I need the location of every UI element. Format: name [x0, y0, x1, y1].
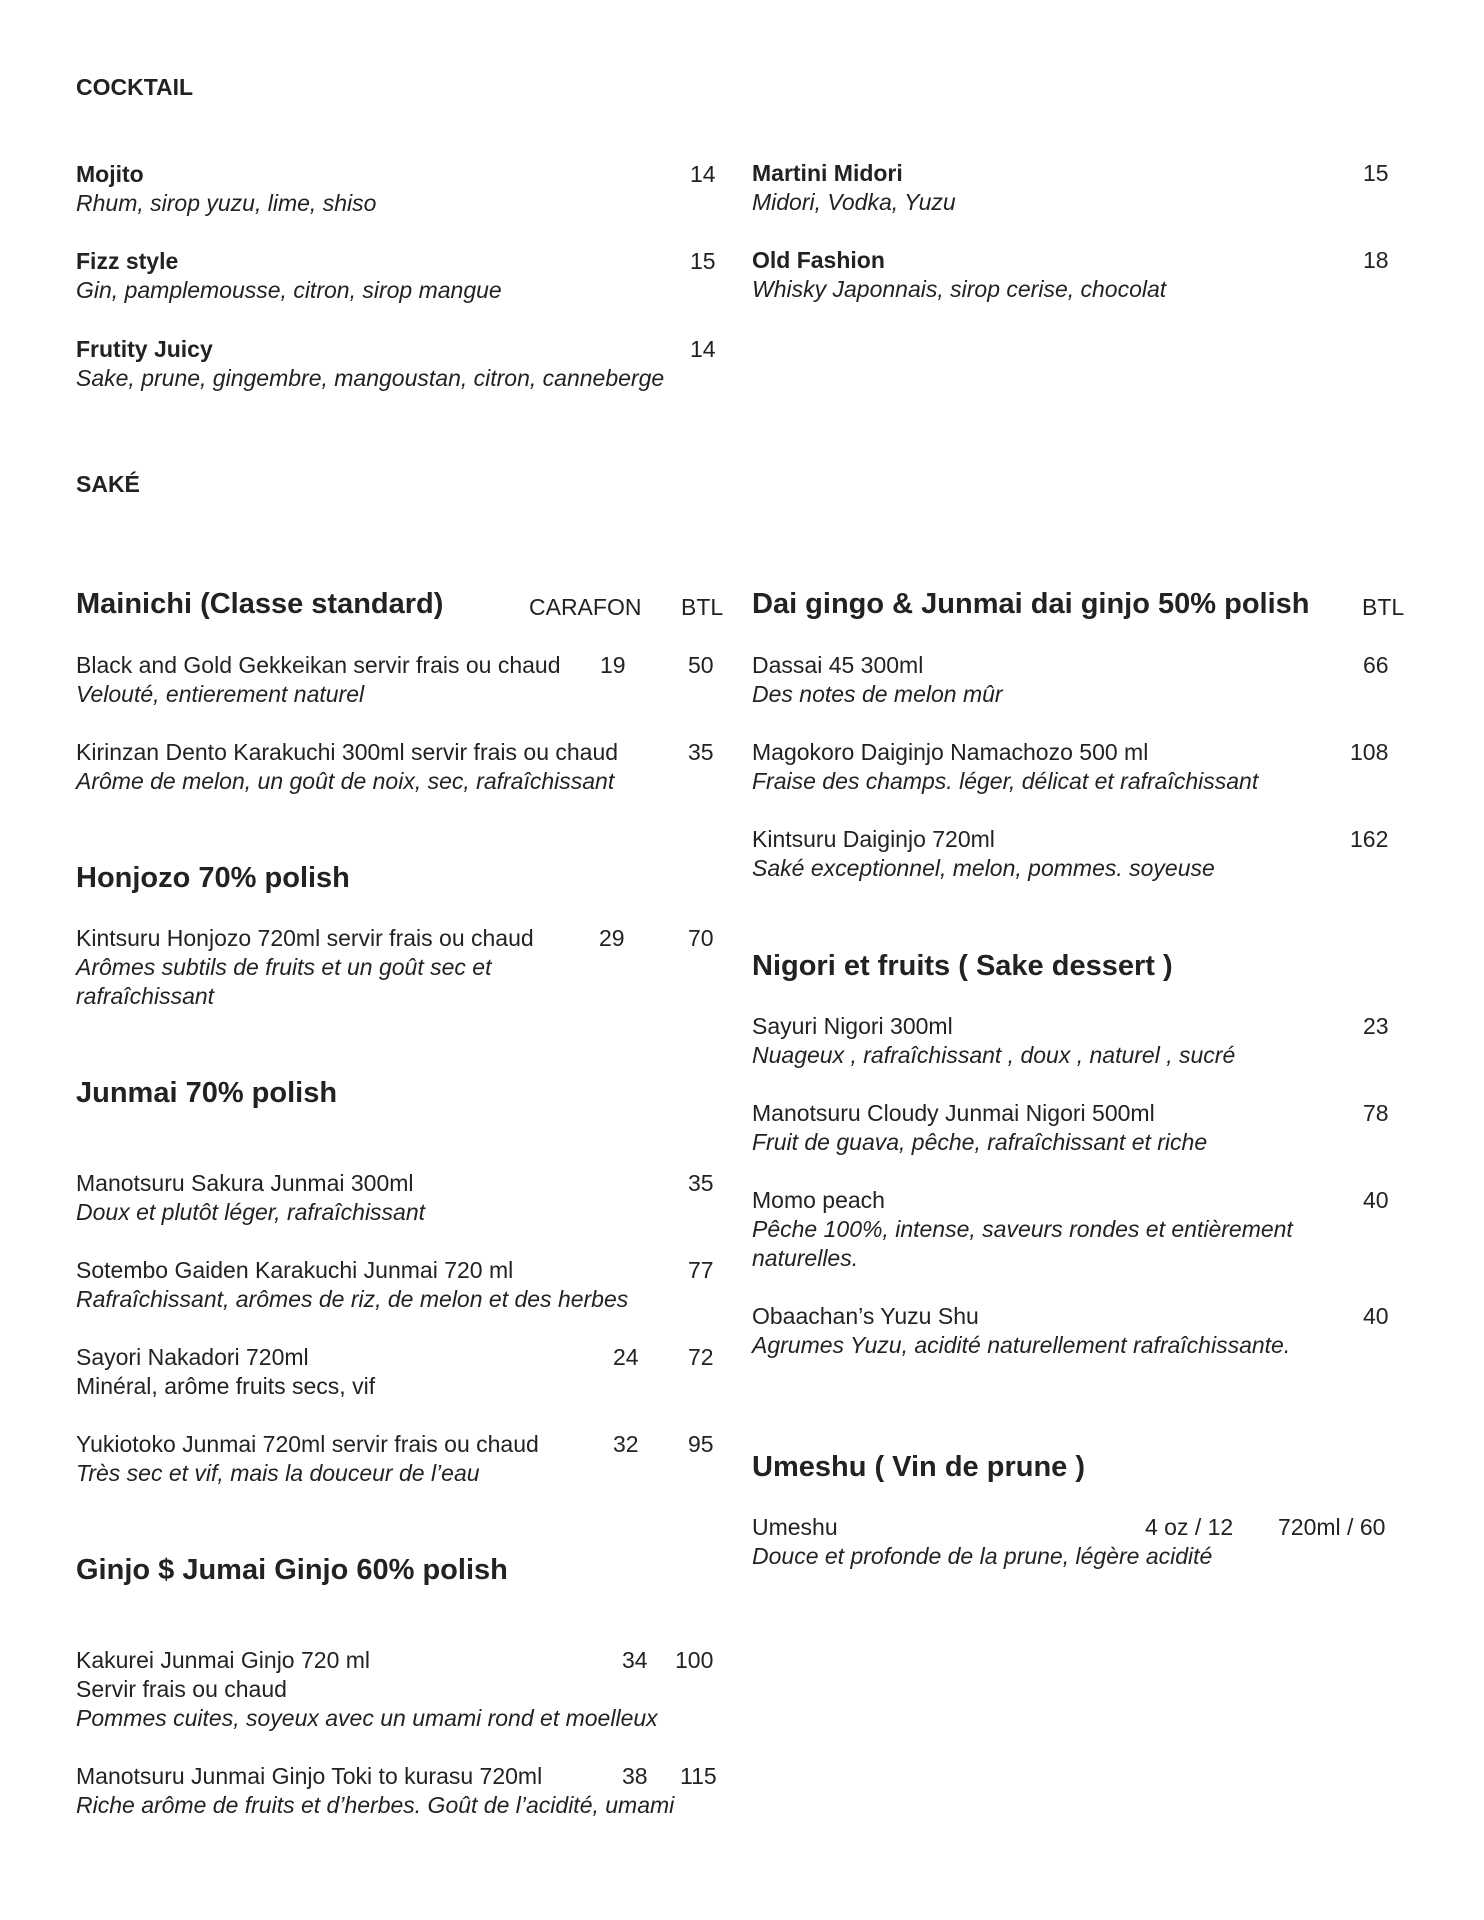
- cocktail-description: Sake, prune, gingembre, mangoustan, citron, canneberge: [76, 365, 665, 391]
- cocktail-price: 15: [690, 248, 716, 274]
- umeshu-bottle-price: 720ml / 60: [1278, 1514, 1386, 1540]
- section-title-sake: SAKÉ: [76, 471, 140, 497]
- sake-name: Manotsuru Sakura Junmai 300ml: [76, 1170, 414, 1196]
- section-title-cocktail: COCKTAIL: [76, 74, 194, 100]
- sake-carafon-price: 24: [613, 1344, 639, 1370]
- umeshu-description: Douce et profonde de la prune, légère acidité: [752, 1543, 1213, 1569]
- sake-name: Magokoro Daiginjo Namachozo 500 ml: [752, 739, 1149, 765]
- category-title: Honjozo 70% polish: [76, 862, 350, 894]
- category-title: Ginjo $ Jumai Ginjo 60% polish: [76, 1554, 508, 1586]
- sake-name: Kintsuru Honjozo 720ml servir frais ou chaud: [76, 925, 534, 951]
- sake-name: Dassai 45 300ml: [752, 652, 924, 678]
- cocktail-price: 15: [1363, 160, 1389, 186]
- sake-bottle-price: 77: [688, 1257, 714, 1283]
- cocktail-description: Rhum, sirop yuzu, lime, shiso: [76, 190, 377, 216]
- sake-bottle-price: 35: [688, 739, 714, 765]
- category-title: Umeshu ( Vin de prune ): [752, 1451, 1086, 1483]
- column-header-carafon: CARAFON: [529, 594, 642, 620]
- column-header-btl: BTL: [1362, 594, 1405, 620]
- sake-bottle-price: 50: [688, 652, 714, 678]
- sake-description: Agrumes Yuzu, acidité naturellement rafraîchissante.: [752, 1332, 1291, 1358]
- sake-name: Sayori Nakadori 720ml: [76, 1344, 309, 1370]
- sake-name: Obaachan’s Yuzu Shu: [752, 1303, 979, 1329]
- sake-description: Fruit de guava, pêche, rafraîchissant et riche: [752, 1129, 1208, 1155]
- sake-description: Arôme de melon, un goût de noix, sec, rafraîchissant: [76, 768, 615, 794]
- cocktail-name: Martini Midori: [752, 160, 903, 186]
- category-title: Nigori et fruits ( Sake dessert ): [752, 950, 1173, 982]
- cocktail-price: 14: [690, 336, 716, 362]
- sake-bottle-price: 70: [688, 925, 714, 951]
- sake-description: Riche arôme de fruits et d’herbes. Goût de l’acidité, umami: [76, 1792, 675, 1818]
- sake-description: Fraise des champs. léger, délicat et rafraîchissant: [752, 768, 1259, 794]
- sake-name: Kirinzan Dento Karakuchi 300ml servir frais ou chaud: [76, 739, 619, 765]
- sake-carafon-price: 29: [599, 925, 625, 951]
- category-title: Junmai 70% polish: [76, 1077, 338, 1109]
- sake-description: Arômes subtils de fruits et un goût sec et: [76, 954, 492, 980]
- sake-bottle-price: 66: [1363, 652, 1389, 678]
- cocktail-name: Mojito: [76, 161, 144, 187]
- sake-serving-note: Servir frais ou chaud: [76, 1676, 287, 1702]
- category-title: Mainichi (Classe standard): [76, 588, 444, 620]
- sake-bottle-price: 162: [1350, 826, 1389, 852]
- sake-description: Des notes de melon mûr: [752, 681, 1003, 707]
- sake-name: Sotembo Gaiden Karakuchi Junmai 720 ml: [76, 1257, 514, 1283]
- umeshu-glass-price: 4 oz / 12: [1145, 1514, 1234, 1540]
- umeshu-name: Umeshu: [752, 1514, 838, 1540]
- cocktail-description: Midori, Vodka, Yuzu: [752, 189, 956, 215]
- sake-bottle-price: 100: [675, 1647, 714, 1673]
- sake-description: Doux et plutôt léger, rafraîchissant: [76, 1199, 426, 1225]
- sake-bottle-price: 78: [1363, 1100, 1389, 1126]
- sake-bottle-price: 40: [1363, 1303, 1389, 1329]
- sake-bottle-price: 72: [688, 1344, 714, 1370]
- cocktail-description: Whisky Japonnais, sirop cerise, chocolat: [752, 276, 1167, 302]
- sake-description: Saké exceptionnel, melon, pommes. soyeuse: [752, 855, 1215, 881]
- cocktail-name: Fizz style: [76, 248, 179, 274]
- sake-description: Rafraîchissant, arômes de riz, de melon et des herbes: [76, 1286, 629, 1312]
- sake-description: Minéral, arôme fruits secs, vif: [76, 1373, 376, 1399]
- sake-bottle-price: 23: [1363, 1013, 1389, 1039]
- sake-description: Nuageux , rafraîchissant , doux , naturel , sucré: [752, 1042, 1236, 1068]
- sake-name: Kakurei Junmai Ginjo 720 ml: [76, 1647, 371, 1673]
- sake-bottle-price: 95: [688, 1431, 714, 1457]
- sake-name: Manotsuru Cloudy Junmai Nigori 500ml: [752, 1100, 1155, 1126]
- sake-description: Velouté, entierement naturel: [76, 681, 365, 707]
- cocktail-price: 14: [690, 161, 716, 187]
- sake-name: Manotsuru Junmai Ginjo Toki to kurasu 720ml: [76, 1763, 543, 1789]
- sake-bottle-price: 35: [688, 1170, 714, 1196]
- cocktail-name: Old Fashion: [752, 247, 885, 273]
- cocktail-name: Frutity Juicy: [76, 336, 213, 362]
- cocktail-price: 18: [1363, 247, 1389, 273]
- sake-name: Yukiotoko Junmai 720ml servir frais ou chaud: [76, 1431, 539, 1457]
- sake-name: Momo peach: [752, 1187, 885, 1213]
- sake-description: Très sec et vif, mais la douceur de l’eau: [76, 1460, 480, 1486]
- sake-bottle-price: 40: [1363, 1187, 1389, 1213]
- column-header-btl: BTL: [681, 594, 724, 620]
- sake-bottle-price: 108: [1350, 739, 1389, 765]
- sake-carafon-price: 34: [622, 1647, 648, 1673]
- sake-name: Sayuri Nigori 300ml: [752, 1013, 953, 1039]
- sake-name: Kintsuru Daiginjo 720ml: [752, 826, 995, 852]
- sake-description: Pêche 100%, intense, saveurs rondes et entièrement: [752, 1216, 1293, 1242]
- sake-carafon-price: 19: [600, 652, 626, 678]
- sake-carafon-price: 38: [622, 1763, 648, 1789]
- sake-name: Black and Gold Gekkeikan servir frais ou chaud: [76, 652, 561, 678]
- sake-description: rafraîchissant: [76, 983, 215, 1009]
- category-title: Dai gingo & Junmai dai ginjo 50% polish: [752, 588, 1310, 620]
- cocktail-description: Gin, pamplemousse, citron, sirop mangue: [76, 277, 502, 303]
- sake-bottle-price: 115: [680, 1763, 717, 1789]
- sake-description: Pommes cuites, soyeux avec un umami rond et moelleux: [76, 1705, 658, 1731]
- sake-description: naturelles.: [752, 1245, 859, 1271]
- sake-carafon-price: 32: [613, 1431, 639, 1457]
